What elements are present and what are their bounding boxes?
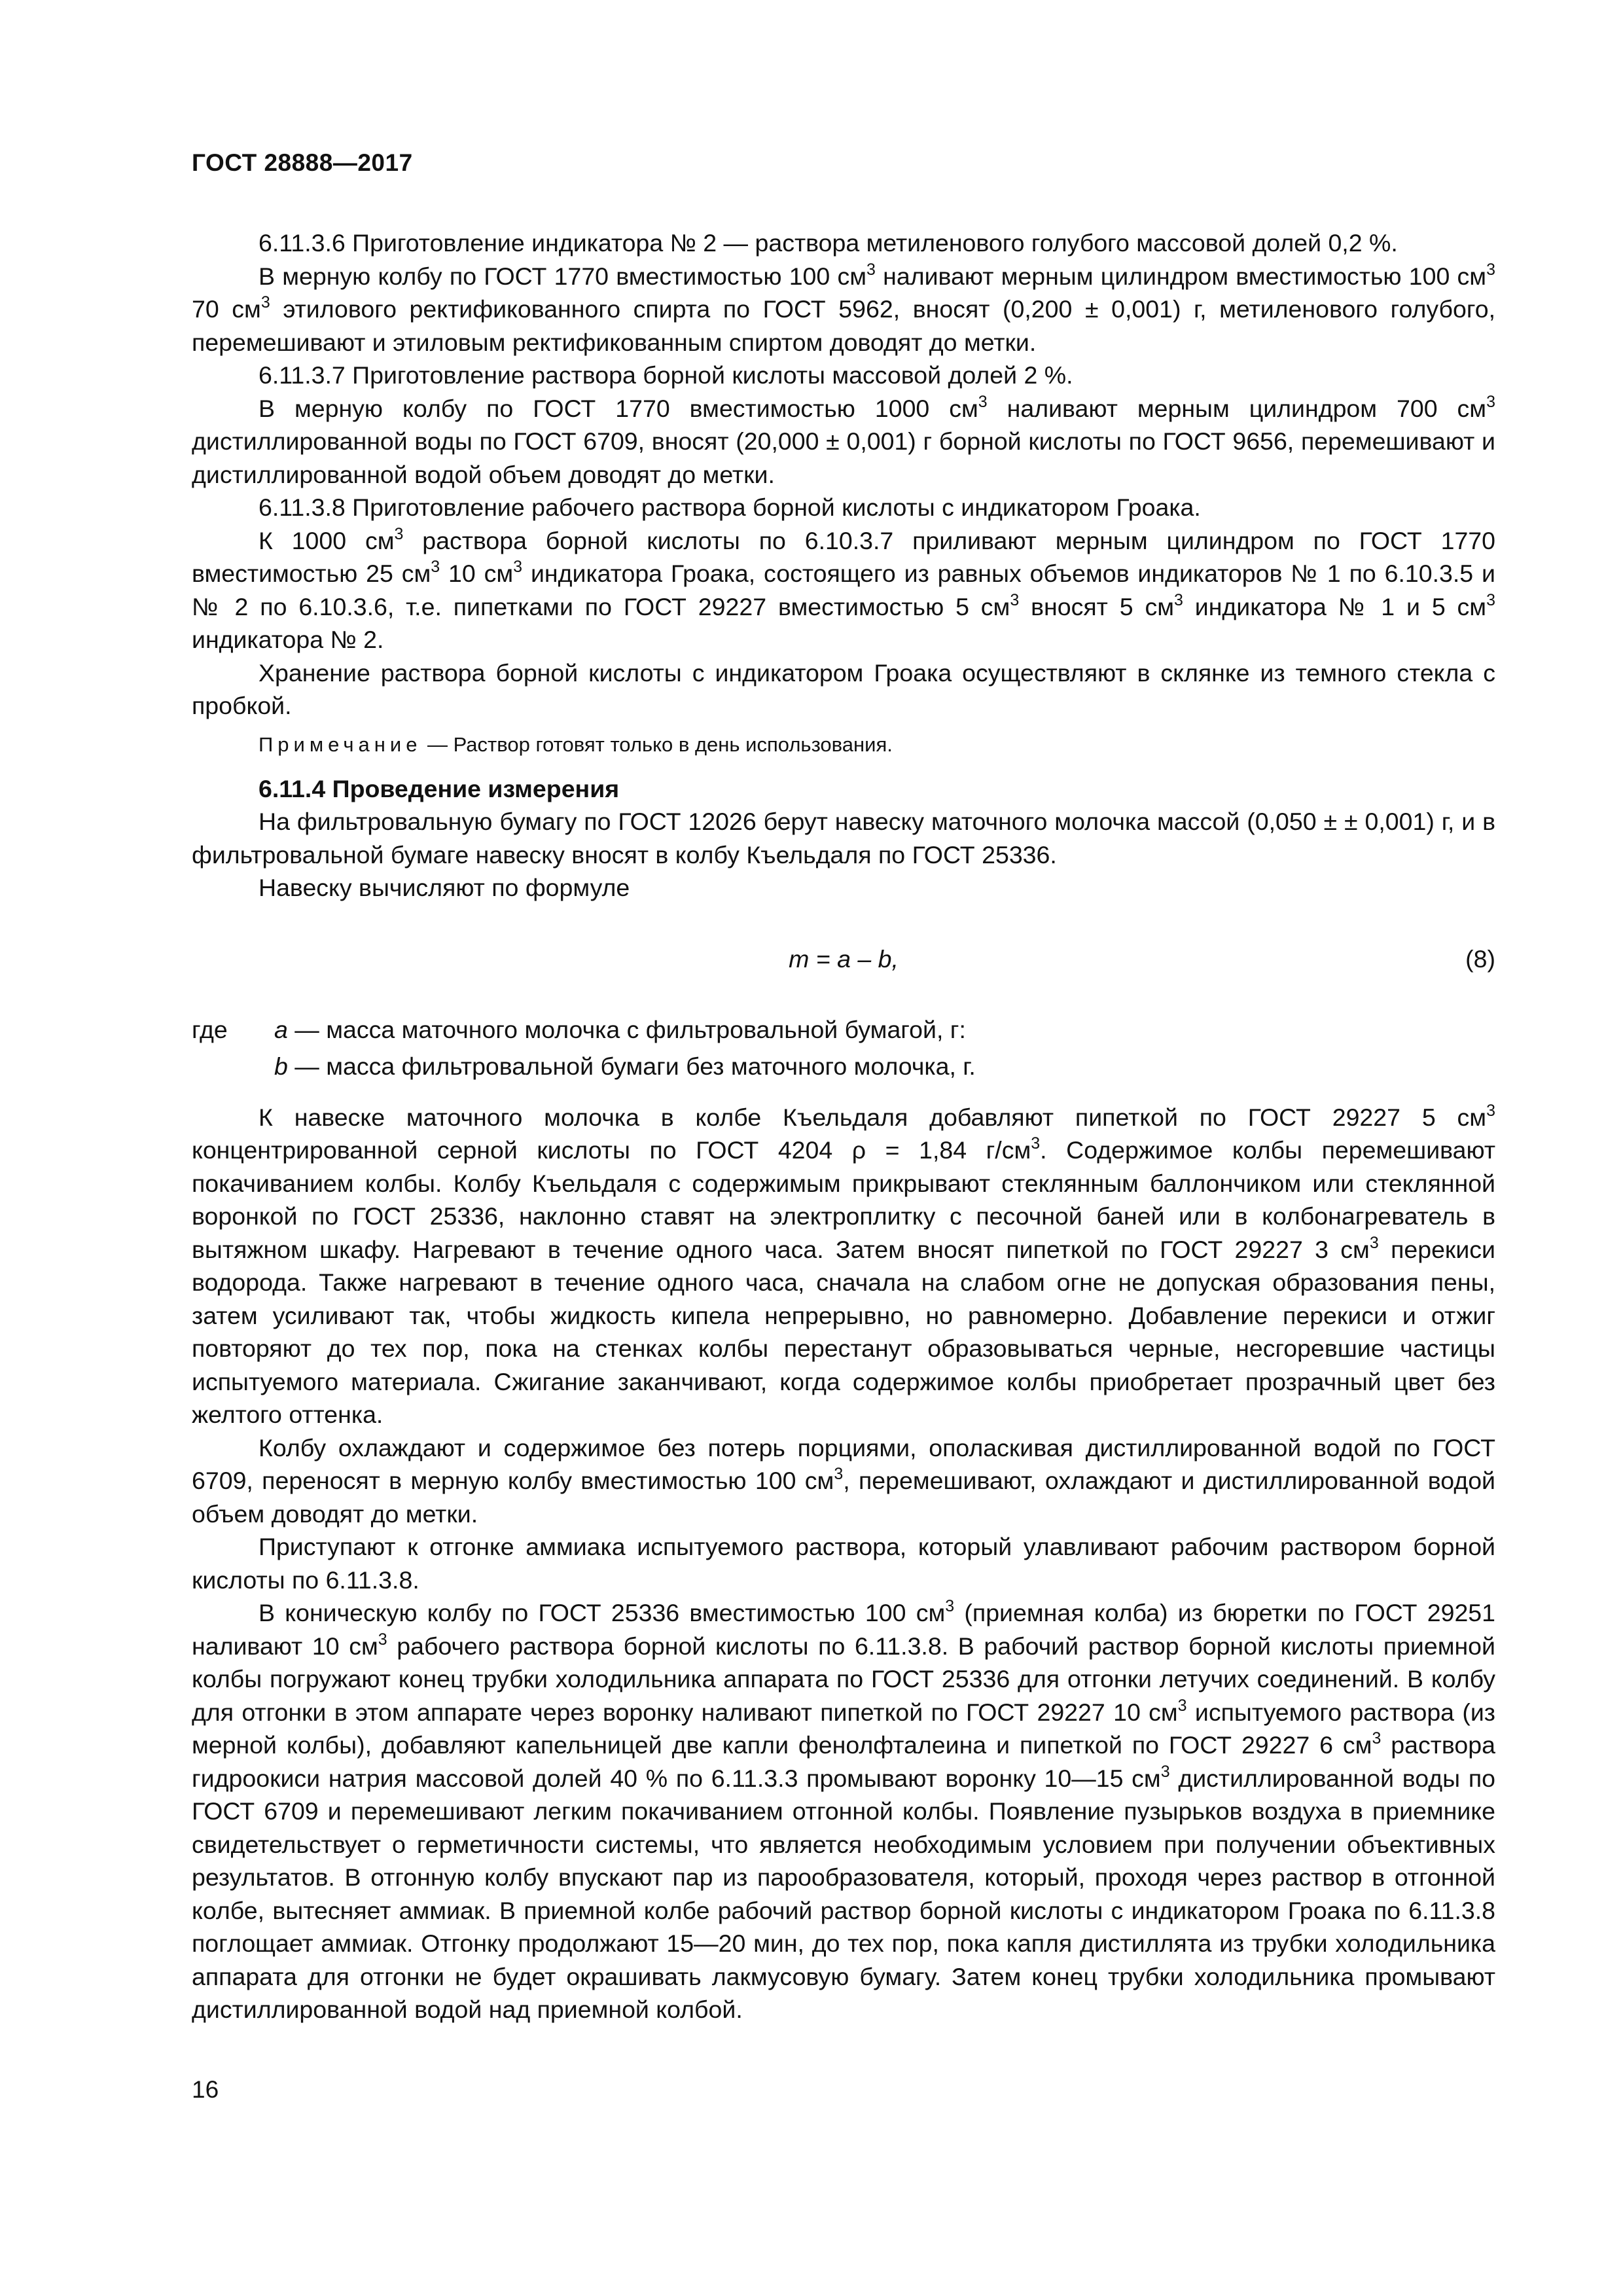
superscript: 3: [866, 260, 876, 279]
paragraph: [192, 260, 1495, 359]
paragraph: На фильтровальную бумагу по ГОСТ 12026 берут навеску маточного молочка массой (0,050 ± ± 0,001) г, и в фильтровальной бумаге навеску вносят в колбу Къельдаля по ГОСТ 25336.: [192, 808, 1495, 869]
superscript: 3: [1486, 260, 1495, 279]
definition-text: — масса фильтровальной бумаги без маточного молочка, г.: [287, 1052, 976, 1080]
symbol-a: a: [274, 1015, 288, 1043]
document-body: [192, 226, 1495, 2026]
where-line-b: [192, 1050, 1495, 1086]
paragraph: [192, 524, 1495, 656]
note-label: Примечание: [259, 732, 422, 756]
text-run: 10 см: [440, 560, 514, 587]
spacer: [192, 1086, 1495, 1101]
definition-text: — масса маточного молочка с фильтровальной бумагой, г:: [287, 1015, 966, 1043]
where-line-a: [192, 1013, 1495, 1050]
text-run: Колбу охлаждают и содержимое без потерь порциями, ополаскивая дистиллированной водой по ГОСТ 6709, переносят в мерную колбу вместимостью 100 см: [192, 1433, 1495, 1494]
superscript: 3: [1486, 590, 1495, 609]
text-run: раствора борной кислоты по 6.10.3.7 приливают мерным цилиндром по ГОСТ 1770 вместимостью 25 см: [192, 526, 1496, 587]
text-run: В мерную колбу по ГОСТ 1770 вместимостью 100 см: [259, 262, 867, 290]
page-number: 16: [192, 2076, 219, 2103]
text-run: индикатора Гроака, состоящего из равных объемов индикаторов № 1 по 6.10.3.5 и № 2 по 6.10.3.6, т.е. пипетками по ГОСТ 29227 вместимостью 5 см: [192, 560, 1495, 620]
text-run: дистиллированной воды по ГОСТ 6709, вносят (20,000 ± 0,001) г борной кислоты по ГОСТ 9656, перемешивают и дистиллированной водой объем доводят до метки.: [192, 427, 1495, 488]
superscript: 3: [1486, 1101, 1495, 1120]
superscript: 3: [378, 1630, 387, 1649]
text-run: наливают мерным цилиндром 700 см: [987, 394, 1487, 422]
superscript: 3: [1486, 392, 1495, 411]
paragraph: Навеску вычисляют по формуле: [259, 874, 630, 901]
text-run: . Содержимое колбы перемешивают покачиванием колбы. Колбу Къельдаля с содержимым прикрывают стеклянным баллончиком или стеклянной воронкой по ГОСТ 25336, наклонно ставят на электроплитку с песочной баней или в колбонагреватель в вытяжном шкафу. Нагревают в течение одного часа. Затем вносят пипеткой по ГОСТ 29227 3 см: [192, 1136, 1495, 1263]
superscript: 3: [1177, 1696, 1187, 1715]
text-run: рабочего раствора борной кислоты по 6.11.3.8. В рабочий раствор борной кислоты приемной колбы погружают конец трубки холодильника аппарата по ГОСТ 25336 для отгонки летучих соединений. В колбу для отгонки в этом аппарате через воронку наливают пипеткой по ГОСТ 29227 10 см: [192, 1632, 1495, 1726]
text-run: дистиллированной воды по ГОСТ 6709 и перемешивают легким покачиванием отгонной колбы. Появление пузырьков воздуха в приемнике свидетельствует о герметичности системы, что является необходимым условием при получении объективных результатов. В отгонную колбу впускают пар из парообразователя, который, проходя через раствор в отгонной колбе, вытесняет аммиак. В приемной колбе рабочий раствор борной кислоты с индикатором Гроака по 6.11.3.8 поглощает аммиак. Отгонку продолжают 15—20 мин, до тех пор, пока капля дистиллята из трубки холодильника аппарата для отгонки не будет окрашивать лакмусовую бумагу. Затем конец трубки холодильника промывают дистиллированной водой над приемной колбой.: [192, 1764, 1495, 2023]
text-run: , перемешивают, охлаждают и дистиллированной водой объем доводят до метки.: [192, 1467, 1496, 1528]
text-run: наливают мерным цилиндром вместимостью 100 см: [875, 262, 1487, 290]
superscript: 3: [834, 1465, 844, 1483]
text-run: К 1000 см: [259, 526, 395, 554]
clause-6-11-3-8-title: 6.11.3.8 Приготовление рабочего раствора борной кислоты с индикатором Гроака.: [259, 493, 1201, 521]
text-run: вносят 5 см: [1019, 592, 1174, 620]
superscript: 3: [1160, 1762, 1170, 1781]
superscript: 3: [394, 524, 404, 543]
text-run: индикатора № 1 и 5 см: [1183, 592, 1487, 620]
note-text: — Раствор готовят только в день использования.: [421, 732, 893, 756]
formula-expression: m = a – b,: [789, 944, 899, 973]
text-run: испытуемого раствора (из мерной колбы), добавляют капельницей две капли фенолфталеина и пипеткой по ГОСТ 29227 6 см: [192, 1698, 1495, 1759]
where-definition-a: [274, 1013, 966, 1047]
clause-6-11-3-7-title: 6.11.3.7 Приготовление раствора борной кислоты массовой долей 2 %.: [259, 361, 1073, 389]
formula-8: [192, 942, 1495, 978]
paragraph: Хранение раствора борной кислоты с индикатором Гроака осуществляют в склянке из темного стекла с пробкой.: [192, 658, 1495, 719]
superscript: 3: [1372, 1729, 1382, 1748]
note: [192, 730, 1495, 759]
where-word: где: [192, 1015, 228, 1043]
text-run: перекиси водорода. Также нагревают в течение одного часа, сначала на слабом огне не допуская образования пены, затем усиливают так, чтобы жидкость кипела непрерывно, но равномерно. Добавление перекиси и отжиг повторяют до тех пор, пока на стенках колбы перестанут образовываться черные, несгоревшие частицы испытуемого материала. Сжигание заканчивают, когда содержимое колбы приобретает прозрачный цвет без желтого оттенка.: [192, 1235, 1495, 1428]
superscript: 3: [1369, 1233, 1379, 1252]
symbol-b: b: [274, 1052, 288, 1080]
text-run: В коническую колбу по ГОСТ 25336 вместимостью 100 см: [259, 1599, 946, 1626]
superscript: 3: [260, 293, 270, 312]
text-run: К навеске маточного молочка в колбе Къельдаля добавляют пипеткой по ГОСТ 29227 5 см: [259, 1103, 1487, 1131]
formula-number: (8): [1465, 944, 1495, 973]
section-heading-6-11-4: 6.11.4 Проведение измерения: [259, 774, 620, 802]
paragraph: [192, 1101, 1495, 1431]
superscript: 3: [1031, 1134, 1041, 1153]
text-run: этилового ректификованного спирта по ГОСТ 5962, вносят (0,200 ± 0,001) г, метиленового голубого, перемешивают и этиловым ректификованным спиртом доводят до метки.: [192, 295, 1495, 356]
text-run: (приемная колба) из бюретки по ГОСТ 29251 наливают 10 см: [192, 1599, 1496, 1660]
document-header: ГОСТ 28888—2017: [192, 149, 413, 176]
paragraph: [192, 1596, 1495, 2026]
superscript: 3: [1173, 590, 1183, 609]
superscript: 3: [978, 392, 988, 411]
superscript: 3: [945, 1597, 955, 1615]
paragraph: [192, 1431, 1495, 1531]
paragraph: Приступают к отгонке аммиака испытуемого раствора, который улавливают рабочим раствором борной кислоты по 6.11.3.8.: [192, 1533, 1495, 1594]
text-run: раствора гидроокиси натрия массовой долей 40 % по 6.11.3.3 промывают воронку 10—15 см: [192, 1731, 1495, 1792]
superscript: 3: [1010, 590, 1020, 609]
text-run: 70 см: [192, 295, 261, 323]
text-run: концентрированной серной кислоты по ГОСТ 4204 ρ = 1,84 г/см: [192, 1136, 1031, 1164]
where-definition-b: [274, 1050, 976, 1083]
superscript: 3: [431, 558, 440, 576]
text-run: В мерную колбу по ГОСТ 1770 вместимостью 1000 см: [259, 394, 978, 422]
superscript: 3: [513, 558, 523, 576]
paragraph: [192, 392, 1495, 492]
clause-6-11-3-6-title: 6.11.3.6 Приготовление индикатора № 2 — раствора метиленового голубого массовой долей 0,2 %.: [259, 229, 1398, 257]
text-run: индикатора № 2.: [192, 626, 384, 653]
